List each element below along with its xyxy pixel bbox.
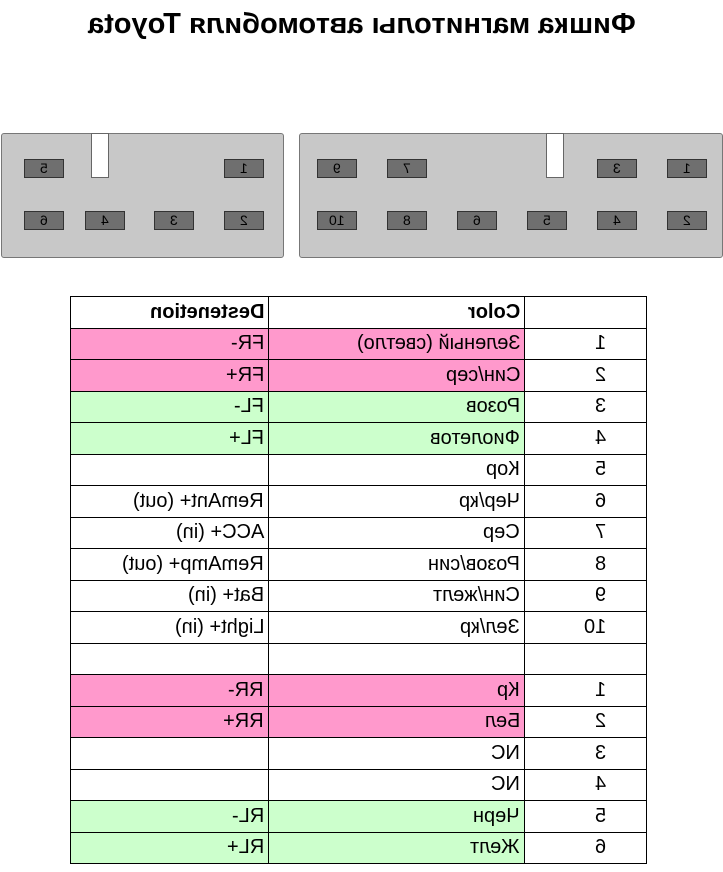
- connector-pin: 1: [667, 159, 707, 178]
- cell-color: Чер/кр: [269, 486, 525, 518]
- table-row: [71, 549, 647, 581]
- cell-pin-number: [525, 643, 647, 675]
- cell-color: NC: [269, 738, 525, 770]
- connector-pin: 4: [597, 211, 637, 230]
- header-num: [525, 297, 647, 329]
- cell-destination: [71, 454, 269, 486]
- cell-color: [269, 643, 525, 675]
- connector-pin: 2: [224, 211, 264, 230]
- cell-color: Зел/кр: [269, 612, 525, 644]
- table-row: [71, 580, 647, 612]
- cell-color: Розов: [269, 391, 525, 423]
- header-color: Color: [269, 297, 525, 329]
- table-row: [71, 832, 647, 864]
- connector-pin: 5: [24, 159, 64, 178]
- cell-color: Зеленый (светло): [269, 328, 525, 360]
- connector-left: [1, 133, 284, 258]
- cell-pin-number: 10: [525, 612, 647, 644]
- cell-destination: RL+: [71, 832, 269, 864]
- connector-pin: 6: [24, 211, 64, 230]
- cell-destination: FL+: [71, 423, 269, 455]
- title-text: Фишка магнитолы автомобиля Toyota: [87, 8, 636, 40]
- cell-destination: RR-: [71, 675, 269, 707]
- cell-pin-number: 9: [525, 580, 647, 612]
- table-row: [71, 517, 647, 549]
- connector-pin: 8: [387, 211, 427, 230]
- cell-pin-number: 1: [525, 675, 647, 707]
- table-row: [71, 328, 647, 360]
- table-row: [71, 423, 647, 455]
- cell-pin-number: 6: [525, 832, 647, 864]
- table-row: [71, 675, 647, 707]
- connector-pin: 2: [667, 211, 707, 230]
- connector-right: [299, 133, 723, 258]
- table-row: [71, 454, 647, 486]
- cell-destination: Light+ (in): [71, 612, 269, 644]
- table-row: [71, 801, 647, 833]
- cell-destination: [71, 643, 269, 675]
- connector-pin: 6: [457, 211, 497, 230]
- cell-destination: RemAmp+ (out): [71, 549, 269, 581]
- cell-pin-number: 7: [525, 517, 647, 549]
- cell-destination: ACC+ (in): [71, 517, 269, 549]
- table-row: [71, 360, 647, 392]
- connector-pin: 3: [597, 159, 637, 178]
- table-row: [71, 706, 647, 738]
- cell-color: Бел: [269, 706, 525, 738]
- cell-color: Черн: [269, 801, 525, 833]
- connector-pin: 4: [85, 211, 125, 230]
- cell-destination: RR+: [71, 706, 269, 738]
- connector-pin: 5: [527, 211, 567, 230]
- cell-pin-number: 8: [525, 549, 647, 581]
- table-header-row: [71, 297, 647, 329]
- cell-destination: [71, 738, 269, 770]
- cell-destination: Bat+ (in): [71, 580, 269, 612]
- table-row: [71, 612, 647, 644]
- cell-pin-number: 4: [525, 769, 647, 801]
- cell-pin-number: 5: [525, 454, 647, 486]
- connector-notch: [91, 133, 109, 178]
- pinout-table: [70, 296, 647, 864]
- connector-pin: 3: [154, 211, 194, 230]
- connector-pin: 10: [317, 211, 357, 230]
- cell-color: Син/сер: [269, 360, 525, 392]
- header-destination: Destenetion: [71, 297, 269, 329]
- cell-pin-number: 4: [525, 423, 647, 455]
- cell-destination: RL-: [71, 801, 269, 833]
- cell-pin-number: 6: [525, 486, 647, 518]
- cell-destination: [71, 769, 269, 801]
- table-row: [71, 643, 647, 675]
- cell-pin-number: 2: [525, 360, 647, 392]
- table-row: [71, 391, 647, 423]
- connector-pin: 9: [317, 159, 357, 178]
- cell-color: Сер: [269, 517, 525, 549]
- cell-pin-number: 3: [525, 391, 647, 423]
- table-row: [71, 769, 647, 801]
- cell-color: Кор: [269, 454, 525, 486]
- cell-destination: FL-: [71, 391, 269, 423]
- cell-color: Кр: [269, 675, 525, 707]
- cell-destination: RemAnt+ (out): [71, 486, 269, 518]
- page-title: [0, 6, 723, 42]
- connector-pin: 1: [224, 159, 264, 178]
- connector-notch: [546, 133, 564, 178]
- cell-color: Желт: [269, 832, 525, 864]
- table-row: [71, 486, 647, 518]
- cell-pin-number: 3: [525, 738, 647, 770]
- cell-pin-number: 5: [525, 801, 647, 833]
- cell-color: Син/желт: [269, 580, 525, 612]
- cell-pin-number: 2: [525, 706, 647, 738]
- cell-destination: FR-: [71, 328, 269, 360]
- cell-color: NC: [269, 769, 525, 801]
- connector-pin: 7: [387, 159, 427, 178]
- cell-color: Фиолетов: [269, 423, 525, 455]
- cell-destination: FR+: [71, 360, 269, 392]
- cell-pin-number: 1: [525, 328, 647, 360]
- table-row: [71, 738, 647, 770]
- cell-color: Розов/син: [269, 549, 525, 581]
